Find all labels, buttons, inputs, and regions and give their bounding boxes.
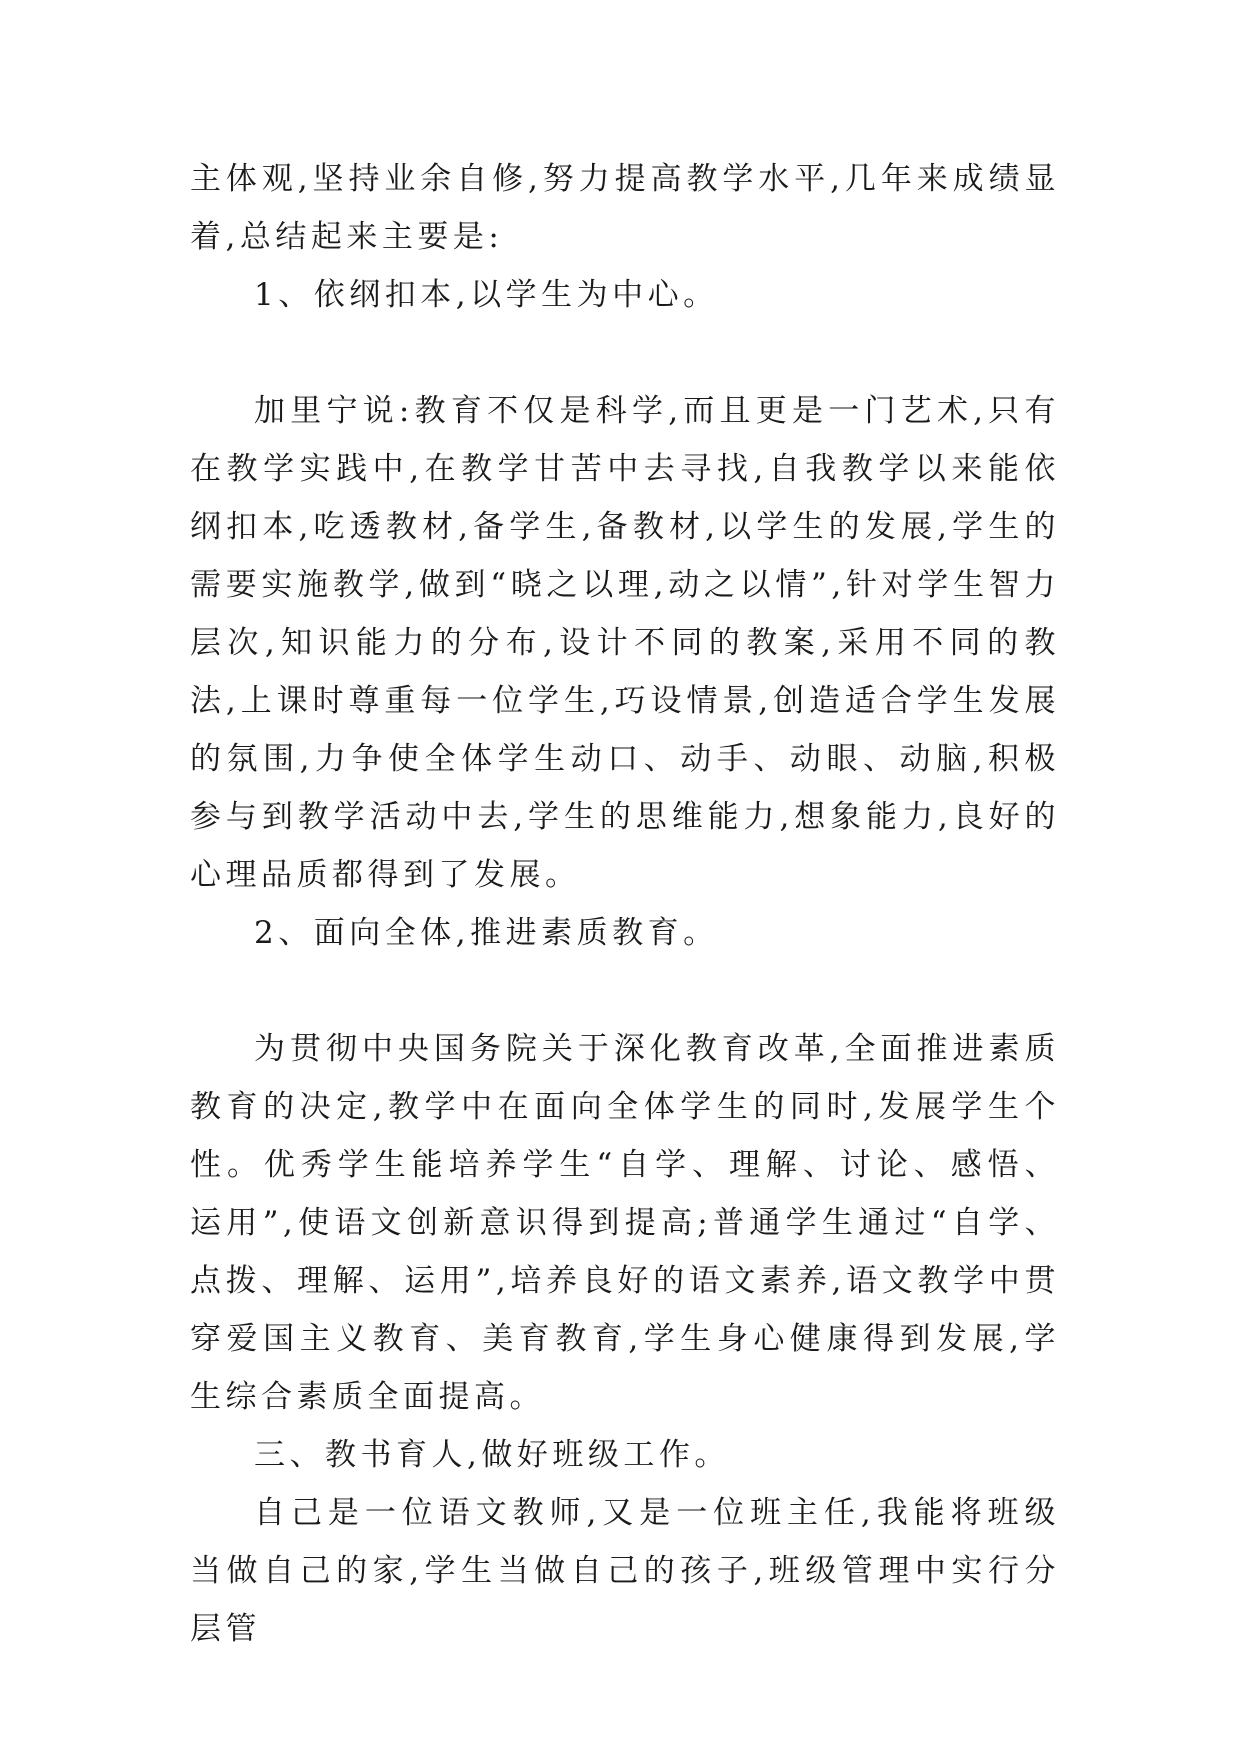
paragraph-quality-education: 为贯彻中央国务院关于深化教育改革,全面推进素质教育的决定,教学中在面向全体学生的同时,发展学生个性。优秀学生能培养学生“自学、理解、讨论、感悟、运用”,使语文创新意识得到提高;普通学生通过“自学、点拨、理解、运用”,培养良好的语文素养,语文教学中贯穿爱国主义教育、美育教育,学生身心健康得到发展,学生综合素质全面提高。 (190, 1031, 1060, 1415)
section-heading-3: 三、教书育人,做好班级工作。 (254, 1437, 730, 1473)
paragraph-continuation: 主体观,坚持业余自修,努力提高教学水平,几年来成绩显着,总结起来主要是: (190, 161, 1060, 255)
paragraph-class-teacher: 自己是一位语文教师,又是一位班主任,我能将班级当做自己的家,学生当做自己的孩子,班级管理中实行分层管 (190, 1495, 1060, 1647)
section-heading-2: 2、面向全体,推进素质教育。 (254, 915, 719, 951)
paragraph-kalinin: 加里宁说:教育不仅是科学,而且更是一门艺术,只有在教学实践中,在教学甘苦中去寻找,自我教学以来能依纲扣本,吃透教材,备学生,备教材,以学生的发展,学生的需要实施教学,做到“晓之以理,动之以情”,针对学生智力层次,知识能力的分布,设计不同的教案,采用不同的教法,上课时尊重每一位学生,巧设情景,创造适合学生发展的氛围,力争使全体学生动口、动手、动眼、动脑,积极参与到教学活动中去,学生的思维能力,想象能力,良好的心理品质都得到了发展。 (190, 393, 1060, 893)
section-heading-1: 1、依纲扣本,以学生为中心。 (254, 277, 719, 313)
document-body (190, 150, 1060, 1658)
